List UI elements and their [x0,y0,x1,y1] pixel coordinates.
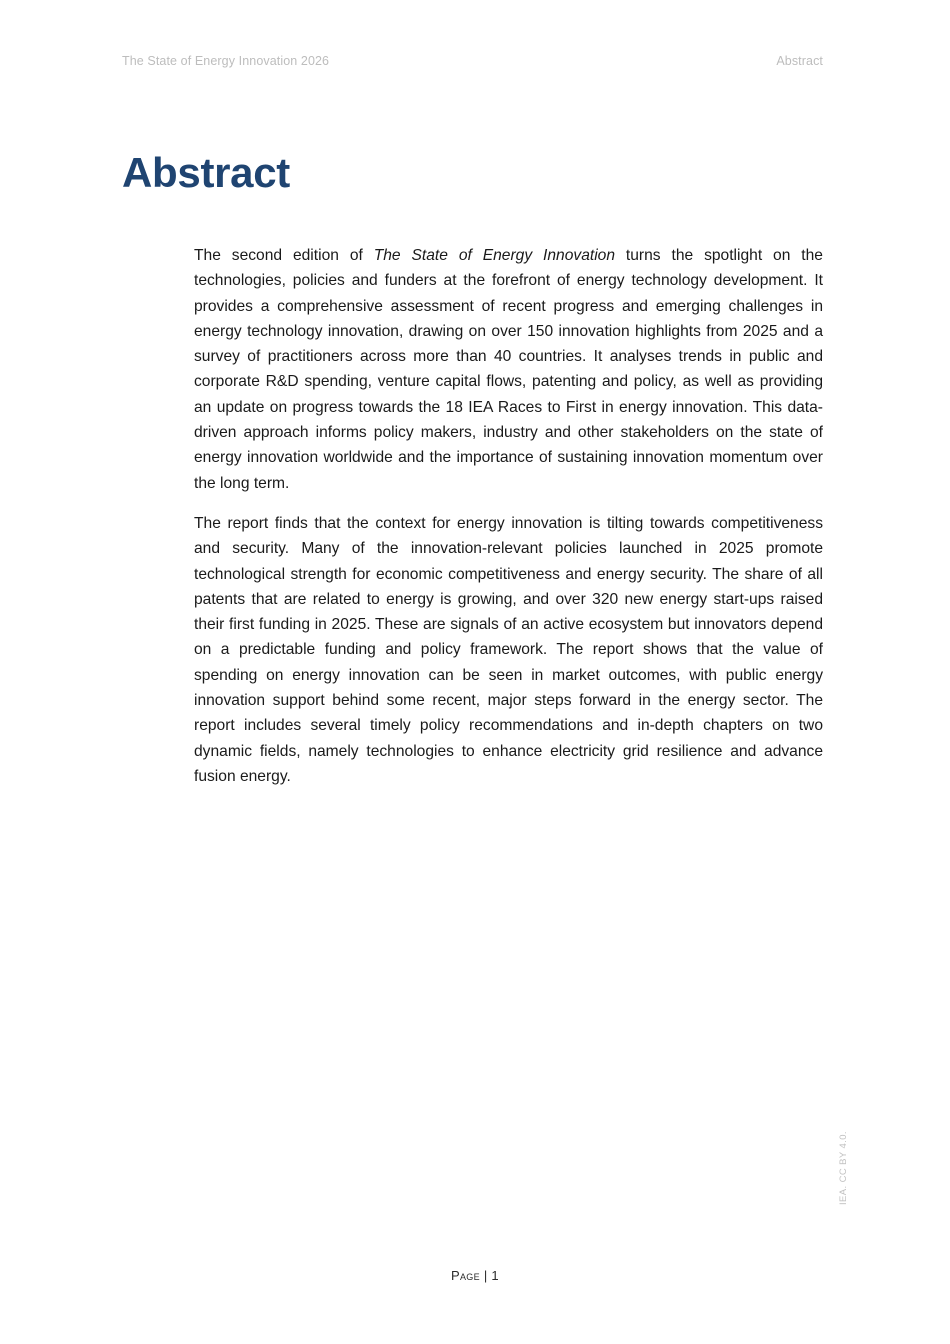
abstract-paragraph-1 [194,243,823,496]
page-number-footer: Page | 1 [451,1268,499,1283]
page-title: Abstract [122,149,290,197]
report-title-italic: The State of Energy Innovation [373,247,616,264]
running-header [122,54,823,68]
abstract-body [194,243,823,789]
abstract-paragraph-2: The report finds that the context for energy innovation is tilting towards competitiveness and security. Many of the innovation-relevant policies launched in 2025 promote technological strength for economic competitiveness and energy security. The share of all patents that are related to energy is growing, and over 320 new energy start-ups raised their first funding in 2025. These are signals of an active ecosystem but innovators depend on a predictable funding and policy framework. The report shows that the value of spending on energy innovation can be seen in market outcomes, with public energy innovation support behind some recent, major steps forward in the energy sector. The report includes several timely policy recommendations and in-depth chapters on two dynamic fields, namely technologies to enhance electricity grid resilience and advance fusion energy. [194,514,823,785]
paragraph-1-lead-text: The second edition of [194,247,374,264]
paragraph-1-rest-text: turns the spotlight on the technologies, policies and funders at the forefront of energy technology development. It provides a comprehensive assessment of recent progress and emerging challenges in energy technology innovation, drawing on over 150 innovation highlights from 2025 and a survey of practitioners across more than 40 countries. It analyses trends in public and corporate R&D spending, venture capital flows, patenting and policy, as well as providing an update on progress towards the 18 IEA Races to First in energy innovation. This data-driven approach informs policy makers, industry and other stakeholders on the state of energy innovation worldwide and the importance of sustaining innovation momentum over the long term. [194,247,823,492]
running-header-section-name: Abstract [776,54,823,68]
running-header-report-title: The State of Energy Innovation 2026 [122,54,330,68]
copyright-side-credit: IEA. CC BY 4.0. [838,1131,849,1205]
